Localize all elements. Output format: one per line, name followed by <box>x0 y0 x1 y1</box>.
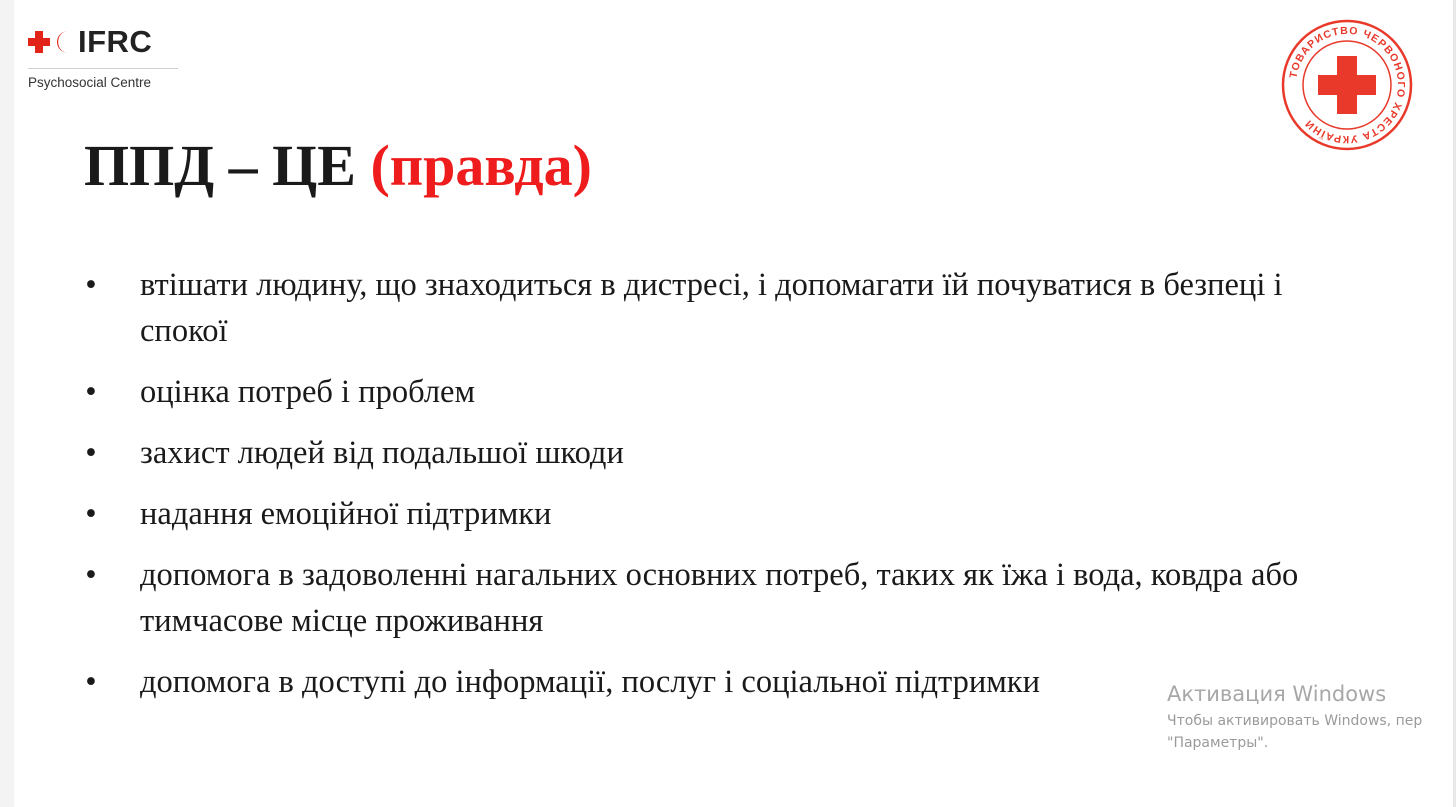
bullet-marker: • <box>85 496 97 532</box>
bullet-marker: • <box>85 267 97 303</box>
bullet-item <box>84 659 1364 705</box>
watermark-line-2: "Параметры". <box>1167 735 1269 751</box>
left-border-strip <box>0 0 14 807</box>
bullet-item <box>84 491 1364 537</box>
slide-title-main: ППД – ЦЕ <box>84 133 371 198</box>
bullet-text: надання емоційної підтримки <box>140 496 552 532</box>
watermark-title: Активация Windows <box>1167 682 1387 706</box>
bullet-item <box>84 552 1364 644</box>
ifrc-brand-text: IFRC <box>78 24 153 59</box>
bullet-text: втішати людину, що знаходиться в дистресі, і допомагати їй почуватися в безпеці і спокої <box>140 267 1283 349</box>
bullet-list <box>84 262 1364 720</box>
ifrc-logo-mark <box>28 26 152 58</box>
seal-ring-text: ТОВАРИСТВО ЧЕРВОНОГО ХРЕСТА УКРАЇНИ <box>1287 24 1408 146</box>
bullet-marker: • <box>85 664 97 700</box>
bullet-item <box>84 369 1364 415</box>
bullet-text: захист людей від подальшої шкоди <box>140 435 624 471</box>
watermark-line-1: Чтобы активировать Windows, пер <box>1167 713 1423 729</box>
logo-subtitle: Psychosocial Centre <box>28 75 152 90</box>
bullet-item <box>84 262 1364 354</box>
slide-title-accent: (правда) <box>370 133 592 198</box>
bullet-marker: • <box>85 435 97 471</box>
urcs-seal-logo <box>1278 18 1416 152</box>
bullet-text: оцінка потреб і проблем <box>140 374 476 410</box>
bullet-marker: • <box>85 557 97 593</box>
red-crescent-icon <box>54 30 72 54</box>
bullet-text: допомога в доступі до інформації, послуг і соціальної підтримки <box>140 664 1040 700</box>
slide-title <box>84 128 592 204</box>
bullet-text: допомога в задоволенні нагальних основних потреб, таких як їжа і вода, ковдра або тимчасове місце проживання <box>140 557 1299 639</box>
bullet-marker: • <box>85 374 97 410</box>
red-cross-icon <box>28 31 50 53</box>
bullet-item <box>84 430 1364 476</box>
logo-divider <box>28 68 178 69</box>
ifrc-logo <box>28 26 188 96</box>
